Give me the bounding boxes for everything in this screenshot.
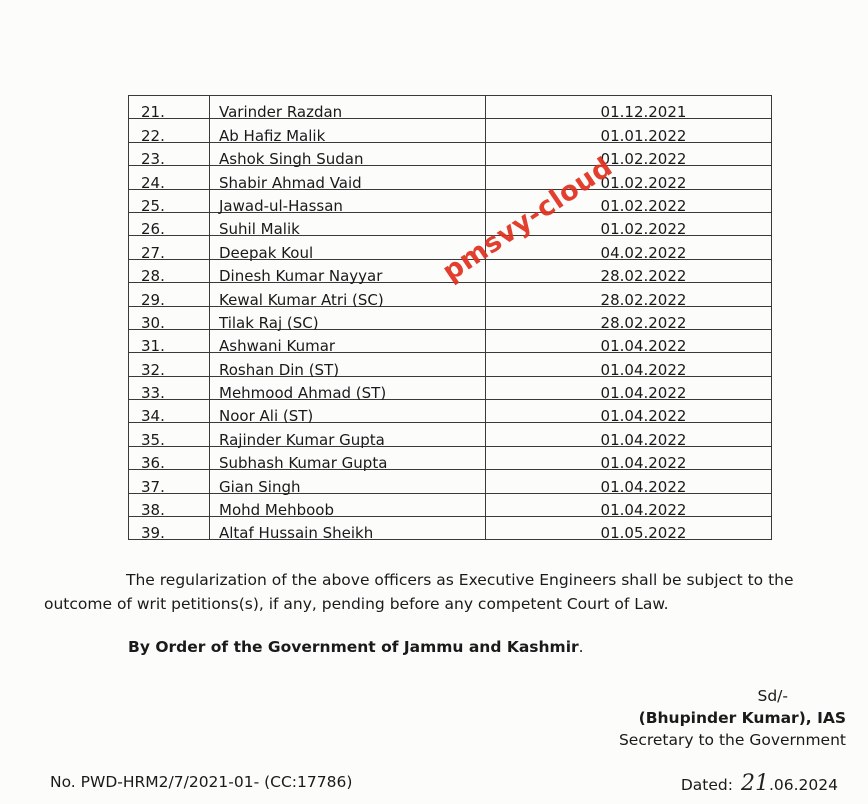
officer-name-text: Rajinder Kumar Gupta: [219, 430, 385, 449]
dated-line: [681, 771, 838, 796]
serial-number-cell: [129, 423, 210, 449]
regularization-date-cell: [486, 353, 772, 379]
regularization-date-text: 28.02.2022: [600, 290, 687, 309]
serial-number-text: 31.: [141, 337, 165, 356]
serial-number-text: 24.: [141, 173, 165, 192]
table-row: [129, 166, 772, 189]
officer-name-cell: [210, 119, 486, 145]
regularization-date-cell: [486, 119, 772, 145]
serial-number-cell: [129, 212, 210, 239]
officer-name-text: Suhil Malik: [219, 220, 300, 239]
serial-number-text: 29.: [141, 290, 165, 309]
regularization-date-text: 01.02.2022: [600, 196, 687, 215]
serial-number-cell: [129, 400, 210, 426]
regularization-date-cell: [486, 166, 772, 192]
officer-name-text: Gian Singh: [219, 477, 301, 496]
serial-number-text: 22.: [141, 126, 165, 145]
table-row: [129, 119, 772, 142]
officer-name-cell: [210, 470, 486, 496]
dated-month-year: .06.2024: [768, 776, 838, 794]
serial-number-cell: [129, 353, 210, 379]
regularization-date-text: 01.04.2022: [600, 407, 687, 426]
officer-name-text: Dinesh Kumar Nayyar: [219, 267, 383, 286]
officer-name-text: Kewal Kumar Atri (SC): [219, 290, 384, 309]
regularization-date-text: 01.04.2022: [600, 430, 687, 449]
serial-number-cell: [129, 376, 210, 403]
serial-number-cell: [129, 470, 210, 496]
officer-name-text: Tilak Raj (SC): [219, 313, 319, 332]
officer-name-cell: [210, 517, 486, 543]
regularization-date-cell: [486, 283, 772, 309]
signature-block: [619, 685, 846, 751]
officer-name-text: Jawad-ul-Hassan: [219, 196, 343, 215]
serial-number-text: 36.: [141, 454, 165, 473]
regularization-date-cell: [486, 142, 772, 169]
serial-number-cell: [129, 283, 210, 309]
table-row: [129, 306, 772, 329]
table-row: [129, 493, 772, 516]
officer-name-text: Noor Ali (ST): [219, 407, 314, 426]
serial-number-cell: [129, 142, 210, 169]
officer-name-text: Altaf Hussain Sheikh: [219, 524, 374, 543]
regularization-date-cell: [486, 306, 772, 332]
table-row: [129, 517, 772, 540]
officer-name-cell: [210, 283, 486, 309]
dated-day-handwritten: 21: [740, 771, 769, 796]
signatory-name: (Bhupinder Kumar), IAS: [638, 709, 846, 727]
table-row: [129, 423, 772, 446]
dated-label: Dated:: [680, 776, 733, 794]
regularization-paragraph: [44, 568, 844, 616]
serial-number-text: 35.: [141, 430, 165, 449]
table-row: [129, 96, 772, 119]
officer-name-text: Subhash Kumar Gupta: [219, 454, 388, 473]
serial-number-text: 21.: [141, 103, 165, 122]
regularization-date-text: 01.01.2022: [600, 126, 687, 145]
signature-sd: Sd/-: [757, 687, 788, 705]
regularization-date-text: 01.04.2022: [600, 384, 687, 403]
regularization-date-cell: [486, 236, 772, 262]
officer-name-text: Mohd Mehboob: [219, 501, 334, 520]
serial-number-cell: [129, 517, 210, 543]
table-row: [129, 283, 772, 306]
serial-number-text: 33.: [141, 384, 165, 403]
serial-number-text: 38.: [141, 501, 165, 520]
regularization-date-text: 01.04.2022: [600, 360, 687, 379]
officer-name-text: Mehmood Ahmad (ST): [219, 384, 387, 403]
officers-table-body: [129, 96, 772, 543]
serial-number-text: 25.: [141, 196, 165, 215]
officer-name-cell: [210, 493, 486, 520]
table-row: [129, 376, 772, 399]
regularization-date-cell: [486, 400, 772, 426]
regularization-date-cell: [486, 96, 772, 122]
officer-name-text: Shabir Ahmad Vaid: [219, 173, 362, 192]
officer-name-text: Ab Hafiz Malik: [219, 126, 326, 145]
regularization-date-text: 04.02.2022: [600, 243, 687, 262]
regularization-date-text: 01.04.2022: [600, 477, 687, 496]
table-row: [129, 189, 772, 212]
serial-number-text: 39.: [141, 524, 165, 543]
serial-number-cell: [129, 446, 210, 473]
regularization-date-text: 28.02.2022: [600, 267, 687, 286]
regularization-date-text: 01.02.2022: [600, 173, 687, 192]
serial-number-text: 32.: [141, 360, 165, 379]
serial-number-cell: [129, 329, 210, 356]
regularization-date-cell: [486, 376, 772, 403]
order-text: By Order of the Government of Jammu and Kashmir: [128, 638, 579, 656]
officer-name-text: Ashwani Kumar: [219, 337, 336, 356]
regularization-date-cell: [486, 493, 772, 520]
officer-name-cell: [210, 353, 486, 379]
order-period: .: [578, 638, 584, 656]
officer-name-cell: [210, 376, 486, 403]
serial-number-cell: [129, 119, 210, 145]
watermark: pmsvy-cloud: [437, 151, 619, 288]
officer-name-text: Deepak Koul: [219, 243, 314, 262]
serial-number-text: 28.: [141, 267, 165, 286]
table-row: [129, 353, 772, 376]
officer-name-cell: [210, 423, 486, 449]
serial-number-cell: [129, 236, 210, 262]
officer-name-cell: [210, 166, 486, 192]
officer-name-text: Ashok Singh Sudan: [219, 150, 364, 169]
officer-name-text: Varinder Razdan: [219, 103, 343, 122]
regularization-date-text: 01.02.2022: [600, 220, 687, 239]
paragraph-line-1: The regularization of the above officers as Executive Engineers shall be subject to the: [126, 571, 794, 589]
officer-name-cell: [210, 212, 486, 239]
officer-name-text: Roshan Din (ST): [219, 360, 340, 379]
officer-name-cell: [210, 329, 486, 356]
regularization-date-cell: [486, 470, 772, 496]
officer-name-cell: [210, 306, 486, 332]
officers-table: [128, 95, 772, 543]
serial-number-text: 26.: [141, 220, 165, 239]
serial-number-cell: [129, 306, 210, 332]
serial-number-text: 37.: [141, 477, 165, 496]
serial-number-text: 34.: [141, 407, 165, 426]
table-row: [129, 142, 772, 165]
regularization-date-cell: [486, 446, 772, 473]
serial-number-cell: [129, 259, 210, 286]
regularization-date-text: 01.12.2021: [600, 103, 687, 122]
serial-number-text: 23.: [141, 150, 165, 169]
table-row: [129, 470, 772, 493]
regularization-date-text: 28.02.2022: [600, 313, 687, 332]
paragraph-line-2: outcome of writ petitions(s), if any, pending before any competent Court of Law.: [44, 595, 669, 613]
officer-name-cell: [210, 189, 486, 215]
officer-name-cell: [210, 142, 486, 169]
order-statement: [128, 638, 584, 656]
regularization-date-text: 01.04.2022: [600, 501, 687, 520]
serial-number-cell: [129, 493, 210, 520]
officer-name-cell: [210, 446, 486, 473]
regularization-date-text: 01.05.2022: [600, 524, 687, 543]
officer-name-cell: [210, 400, 486, 426]
table-row: [129, 446, 772, 469]
reference-number: No. PWD-HRM2/7/2021-01- (CC:17786): [50, 773, 353, 791]
table-row: [129, 400, 772, 423]
officer-name-cell: [210, 96, 486, 122]
regularization-date-cell: [486, 329, 772, 356]
serial-number-cell: [129, 189, 210, 215]
regularization-date-text: 01.04.2022: [600, 337, 687, 356]
regularization-date-cell: [486, 517, 772, 543]
regularization-date-text: 01.04.2022: [600, 454, 687, 473]
serial-number-text: 27.: [141, 243, 165, 262]
regularization-date-cell: [486, 259, 772, 286]
serial-number-cell: [129, 96, 210, 122]
regularization-date-text: 01.02.2022: [600, 150, 687, 169]
table-row: [129, 329, 772, 352]
signatory-designation: Secretary to the Government: [618, 731, 846, 749]
serial-number-text: 30.: [141, 313, 165, 332]
regularization-date-cell: [486, 423, 772, 449]
serial-number-cell: [129, 166, 210, 192]
table-row: [129, 212, 772, 235]
